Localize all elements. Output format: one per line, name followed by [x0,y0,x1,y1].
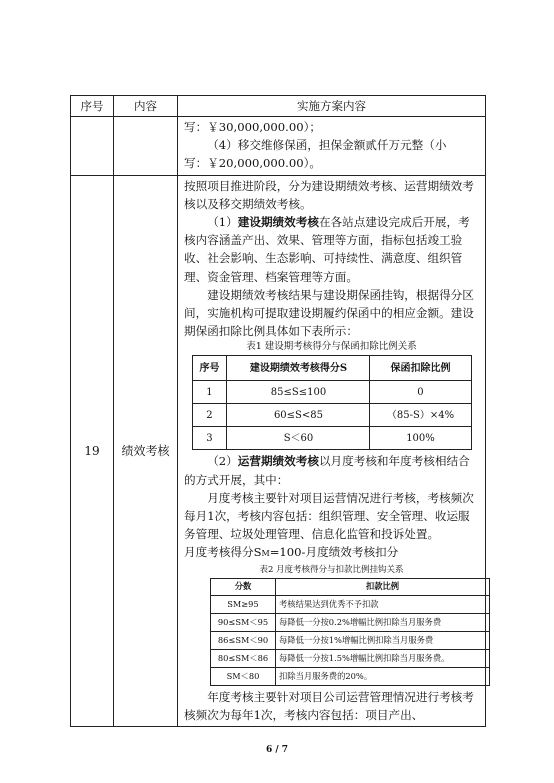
plan-table [70,95,486,727]
row-index: 19 [71,175,114,726]
table-row: 86≤SM＜90 每降低一分按1%增幅比例扣除当月服务费 [211,631,490,649]
table-row: 2 60≤S<85 （85-S）×4% [192,404,471,427]
table-row: SM＜80 扣除当月服务费的20%。 [211,667,490,685]
guarantee-paragraph: 建设期绩效考核结果与建设期保函挂钩，根据得分区间，实施机构可提取建设期履约保函中的相应金额。建设期保函扣除比例具体如下表所示： [184,287,474,339]
table-row-previous [71,117,486,176]
table-row: 90≤SM＜95 每降低一分按0.2%增幅比例扣除当月服务费 [211,613,490,631]
row-plan-text [178,176,485,726]
table-row: 1 85≤S≤100 0 [192,381,471,404]
table-row: SM≥95 考核结果达到优秀不予扣款 [211,595,490,613]
table2-header-row: 分数 扣款比例 [211,578,490,595]
table2 [210,578,490,686]
operation-paragraph: （2）运营期绩效考核以月度考核和年度考核相结合的方式开展，其中： [184,454,470,487]
table1 [192,355,472,450]
table1-caption: 表1 建设期考核得分与保函扣除比例关系 [246,341,417,353]
table-row: 80≤SM＜86 每降低一分按1.5%增幅比例扣除当月服务费。 [211,649,490,667]
construction-paragraph: （1）建设期绩效考核在各站点建设完成后开展，考核内容涵盖产出、效果、管理等方面，指标包括竣工验收、社会影响、生态影响、可持续性、满意度、组织管理、资金管理、档案管理等方面。 [184,215,470,284]
monthly-paragraph: 月度考核主要针对项目运营情况进行考核，考核频次每月1次，考核内容包括：组织管理、安全管理、收运服务管理、垃圾处理管理、信息化监管和投诉处置。 [184,490,474,542]
header-content: 内容 [114,96,178,117]
table-header-row [71,96,486,117]
page-number: 6 / 7 [265,745,289,755]
row-content: 绩效考核 [114,175,178,726]
previous-row-text: 写：￥30,000,000.00）； （4）移交维修保函，担保金额贰仟万元整（小 写：￥20,000,000.00）。 [184,120,447,171]
table-row: 3 S＜60 100% [192,427,471,450]
intro-paragraph: 按照项目推进阶段，分为建设期绩效考核、运营期绩效考核以及移交期绩效考核。 [184,178,474,211]
header-plan: 实施方案内容 [178,96,486,117]
annual-paragraph: 年度考核主要针对项目公司运营管理情况进行考核考核频次为每年1次，考核内容包括：项目产出、 [184,689,474,722]
score-formula: 月度考核得分SM=100-月度绩效考核扣分 [184,545,399,560]
table-row-19 [71,175,486,726]
table1-header-row: 序号 建设期绩效考核得分S 保函扣除比例 [192,356,471,381]
table2-caption: 表2 月度考核得分与扣款比例挂钩关系 [259,564,404,575]
header-index: 序号 [71,96,114,117]
